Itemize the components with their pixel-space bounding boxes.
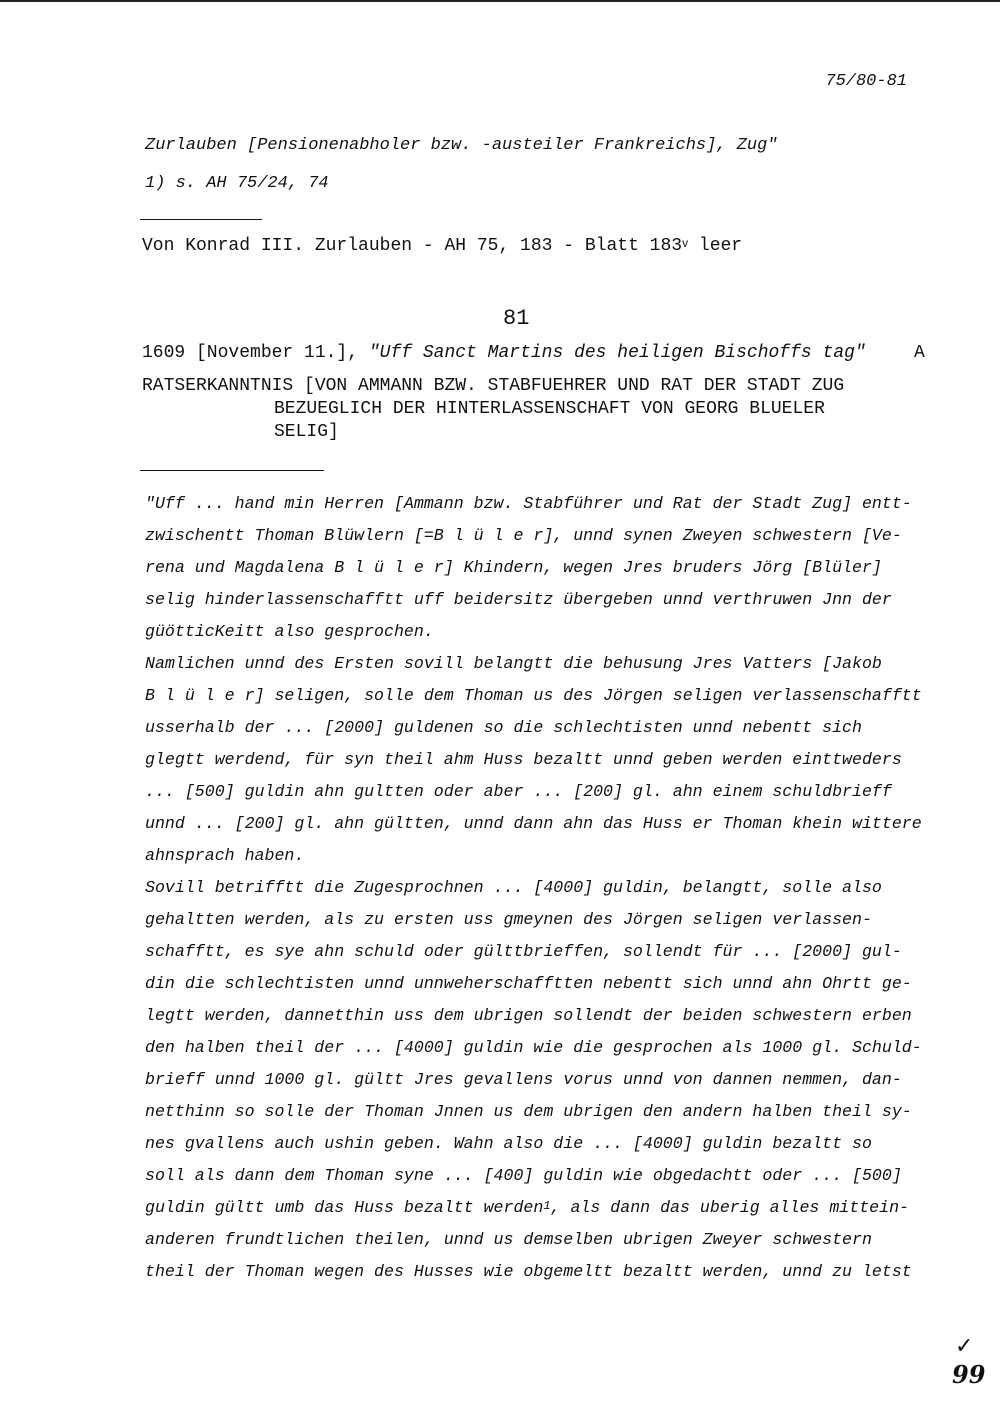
body-line: theil der Thoman wegen des Husses wie obgemeltt bezaltt werden, unnd zu letst [145,1262,912,1281]
body-line: netthinn so solle der Thoman Jnnen us dem ubrigen den andern halben theil sy- [145,1102,912,1121]
page-reference: 75/80-81 [825,72,907,91]
body-line: selig hinderlassenschafftt uff beidersitz übergeben unnd verthruwen Jnn der [145,590,892,609]
body-line: ahnsprach haben. [145,846,305,865]
body-line: gehaltten werden, als zu ersten uss gmeynen des Jörgen seligen verlassen- [145,910,872,929]
body-line: unnd ... [200] gl. ahn gültten, unnd dann ahn das Huss er Thoman khein wittere [145,814,922,833]
entry-number: 81 [503,306,530,331]
body-line: schafftt, es sye ahn schuld oder gülttbrieffen, sollendt für ... [2000] gul- [145,942,902,961]
body-line: B l ü l e r] seligen, solle dem Thoman us des Jörgen seligen verlassenschafftt [145,686,922,705]
body-line: anderen frundtlichen theilen, unnd us demselben ubrigen Zweyer schwestern [145,1230,872,1249]
footnote-marker: 1 [543,1199,551,1213]
title-rule [140,470,324,471]
body-line-with-footnote [145,1198,909,1217]
handwritten-page-stamp: 99 [952,1360,986,1389]
body-line: "Uff ... hand min Herren [Ammann bzw. Stabführer und Rat der Stadt Zug] entt- [145,494,912,513]
body-line: usserhalb der ... [2000] guldenen so die schlechtisten unnd nebentt sich [145,718,862,737]
entry-title-line-2: BEZUEGLICH DER HINTERLASSENSCHAFT VON GEORG BLUELER [274,399,825,419]
body-line-fn-before: guldin gültt umb das Huss bezaltt werden [145,1198,544,1217]
entry-date-quote: "Uff Sanct Martins des heiligen Bischoffs tag" [368,343,866,363]
body-line: din die schlechtisten unnd unnweherschafftten nebentt sich unnd ahn Ohrtt ge- [145,974,912,993]
preceding-footnote: 1) s. AH 75/24, 74 [145,174,329,193]
body-line: Namlichen unnd des Ersten sovill belangtt die behusung Jres Vatters [Jakob [145,654,882,673]
source-line-text: Von Konrad III. Zurlauben - AH 75, 183 - Blatt 183 [142,236,683,256]
source-line [142,234,742,256]
page-top-edge [0,0,1000,2]
entry-date-line [142,343,866,363]
body-line-fn-after: , als dann das uberig alles mittein- [550,1198,910,1217]
entry-title-line-1: RATSERKANNTNIS [VON AMMANN BZW. STABFUEHRER UND RAT DER STADT ZUG [142,376,845,396]
body-line: den halben theil der ... [4000] guldin wie die gesprochen als 1000 gl. Schuld- [145,1038,922,1057]
body-line: zwischentt Thoman Blüwlern [=B l ü l e r], unnd synen Zweyen schwestern [Ve- [145,526,902,545]
body-line: rena und Magdalena B l ü l e r] Khindern, wegen Jres bruders Jörg [Blüler] [145,558,882,577]
entry-title-line-3: SELIG] [274,422,339,442]
body-line: brieff unnd 1000 gl. gültt Jres gevallens vorus unnd von dannen nemmen, dan- [145,1070,902,1089]
entry-letter: A [914,343,925,363]
body-line: glegtt werdend, für syn theil ahm Huss bezaltt unnd geben werden einttweders [145,750,902,769]
body-line: soll als dann dem Thoman syne ... [400] guldin wie obgedachtt oder ... [500] [145,1166,902,1185]
footnote-rule [140,219,262,220]
source-line-superscript: v [682,236,689,250]
preceding-entry-line: Zurlauben [Pensionenabholer bzw. -austeiler Frankreichs], Zug" [145,136,778,155]
body-line: güötticKeitt also gesprochen. [145,622,434,641]
body-line: ... [500] guldin ahn gultten oder aber ... [200] gl. ahn einem schuldbrieff [145,782,892,801]
body-line: nes gvallens auch ushin geben. Wahn also die ... [4000] guldin bezaltt so [145,1134,872,1153]
body-line: Sovill betrifftt die Zugesprochnen ... [4000] guldin, belangtt, solle also [145,878,882,897]
handwritten-check-mark: ✓ [955,1334,974,1359]
entry-date: 1609 [November 11.], [142,343,369,363]
source-line-tail: leer [688,236,743,256]
body-line: legtt werden, dannetthin uss dem ubrigen sollendt der beiden schwestern erben [145,1006,912,1025]
